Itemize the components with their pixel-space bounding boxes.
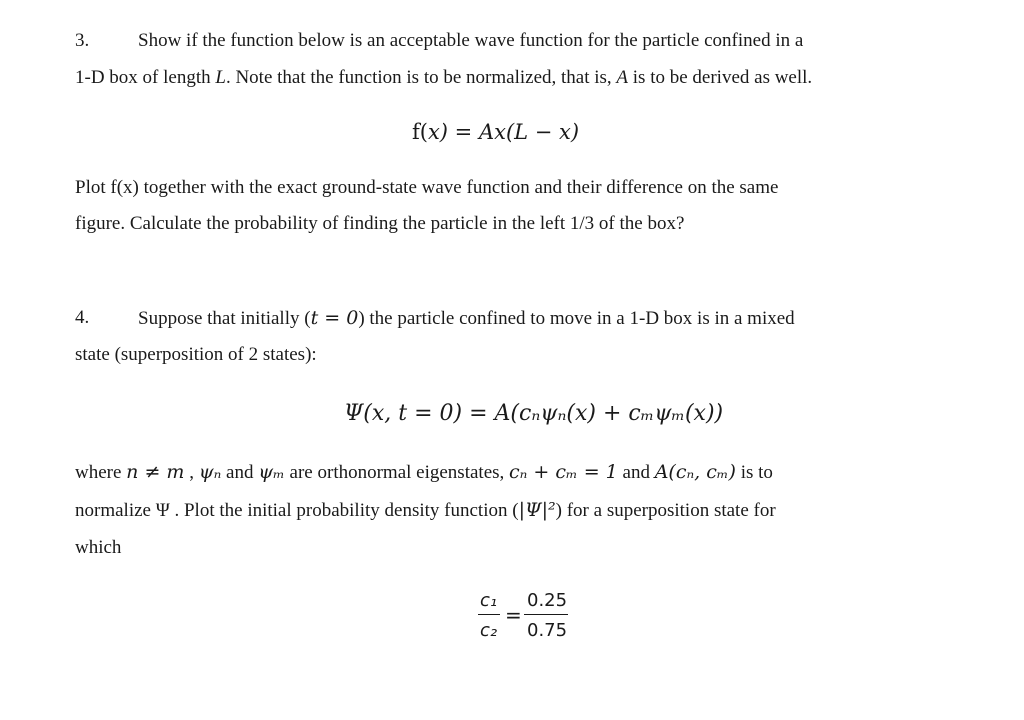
q3-line2 — [75, 67, 812, 89]
q4-psi-n: ψₙ — [198, 461, 222, 483]
q3-plot-line1: Plot f(x) together with the exact ground-state wave function and their difference on the same — [75, 177, 779, 198]
ratio-bar-right — [524, 614, 568, 615]
q3-plot-line2: figure. Calculate the probability of finding the particle in the left 1/3 of the box? — [75, 213, 685, 234]
q4-line1-a: Suppose that initially ( — [138, 308, 311, 329]
q4-line2: state (superposition of 2 states): — [75, 344, 317, 365]
q4-where-line — [75, 461, 773, 484]
q4-psi-m: ψₘ — [258, 461, 285, 483]
q3-number: 3. — [75, 30, 90, 51]
q4-where-d: are orthonormal eigenstates, — [284, 462, 510, 483]
q4-where-c: and — [221, 462, 259, 483]
value-numerator: 0.25 — [527, 590, 568, 611]
ratio-equals: = — [505, 603, 522, 627]
q4-which: which — [75, 537, 122, 558]
q4-number: 4. — [75, 307, 90, 328]
q3-A: A — [616, 67, 629, 88]
q4-normalize-line — [75, 499, 776, 522]
q4-line1-b: ) the particle confined to move in a 1-D box is in a mixed — [358, 308, 795, 329]
q4-eq-text: Ψ(x, t = 0) = A(cₙψₙ(x) + cₘψₘ(x)) — [344, 401, 724, 426]
q3-eq-f: f( — [412, 120, 428, 144]
q3-line2-a: 1-D box of length — [75, 67, 216, 88]
q3-line2-b: . Note that the function is to be normalized, that is, — [225, 67, 617, 88]
q4-Acnm: A(cₙ, cₘ) — [654, 461, 736, 483]
q4-norm-c: ) for a superposition state for — [555, 500, 776, 521]
value-denominator: 0.75 — [527, 620, 568, 641]
ratio-numerator: c₁ — [480, 590, 498, 611]
ratio-bar-left — [478, 614, 500, 615]
q4-line1 — [138, 307, 795, 330]
q4-abs-psi-sq: |Ψ|² — [518, 499, 556, 521]
q4-where-a: where — [75, 462, 127, 483]
q4-t0: t = 0 — [310, 307, 359, 329]
q4-where-b: , — [184, 462, 199, 483]
q4-where-f: is to — [735, 462, 773, 483]
ratio-denominator: c₂ — [480, 620, 498, 641]
q4-equation — [344, 400, 723, 426]
q4-n-neq-m: n ≠ m — [126, 461, 185, 483]
q4-where-e: and — [617, 462, 655, 483]
q3-line1: Show if the function below is an acceptable wave function for the particle confined in a — [138, 30, 804, 51]
q3-eq-rest: x) = Ax(L − x) — [427, 120, 580, 144]
q3-L: L — [215, 67, 226, 88]
q4-sum: cₙ + cₘ = 1 — [509, 461, 618, 483]
q3-line2-c: is to be derived as well. — [628, 67, 813, 88]
q4-norm-a: normalize Ψ . Plot the initial probability density function ( — [75, 500, 519, 521]
q3-equation — [412, 120, 579, 145]
